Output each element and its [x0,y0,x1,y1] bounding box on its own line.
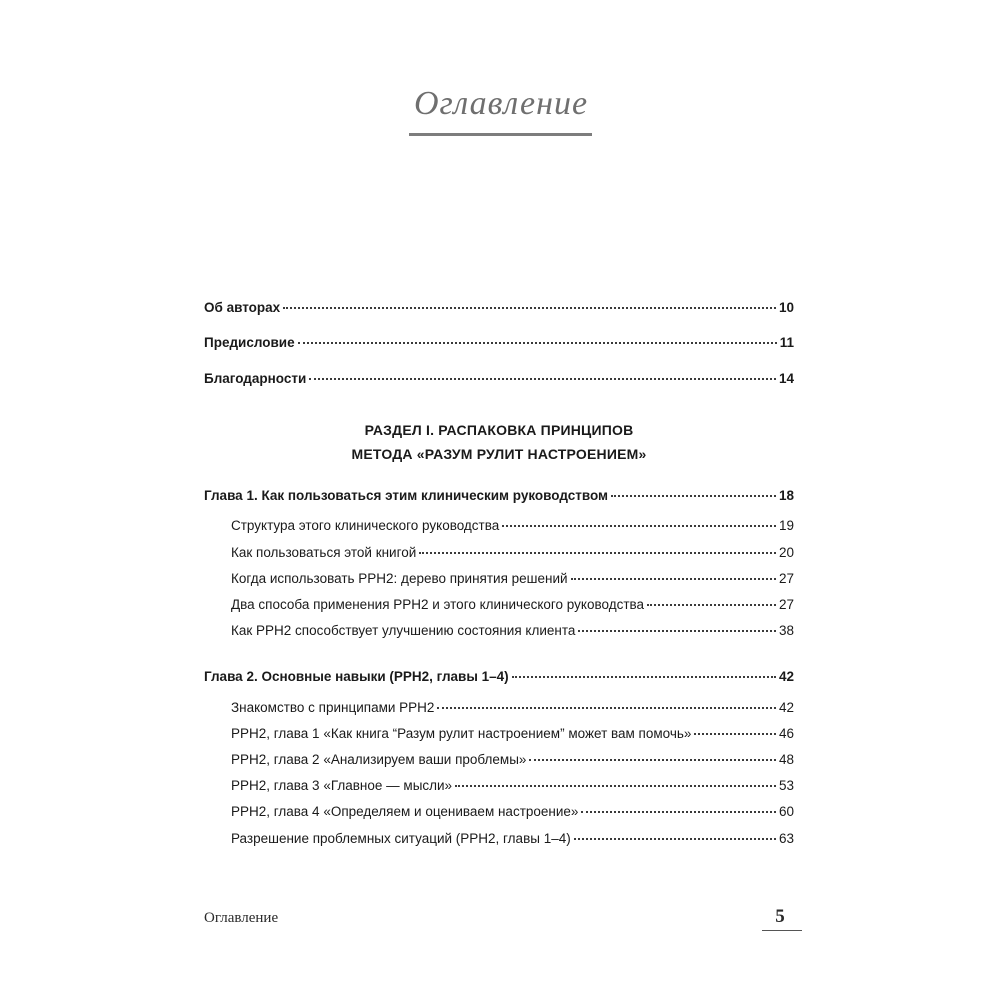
toc-entry-page: 60 [778,804,794,819]
toc-subentry[interactable] [231,698,794,718]
toc-entry-page: 27 [778,597,794,612]
toc-entry-page: 19 [778,518,794,533]
toc-entry-page: 11 [779,335,794,350]
toc-entry-label: Благодарности [204,371,307,386]
toc-subentry[interactable] [231,829,794,849]
toc-entry-page: 27 [778,571,794,586]
page-number: 5 [775,906,785,927]
dot-leader [309,378,776,380]
toc-subentry[interactable] [231,516,794,536]
toc-entry-page: 42 [778,700,794,715]
toc-entry-page: 18 [778,488,794,503]
dot-leader [455,785,776,787]
toc-entry-page: 20 [778,545,794,560]
toc-entry-label: Глава 2. Основные навыки (РРН2, главы 1–4) [204,669,509,684]
toc-entry-label: Об авторах [204,300,281,315]
dot-leader [611,495,776,497]
toc-entry-page: 63 [778,831,794,846]
dot-leader [512,676,776,678]
toc-entry-label: Как РРН2 способствует улучшению состояния клиента [231,623,576,638]
title-underline [409,133,592,136]
dot-leader [581,811,776,813]
toc-entry-about-authors[interactable] [204,298,794,318]
toc-entry-page: 38 [778,623,794,638]
dot-leader [502,525,776,527]
toc-subentry[interactable] [231,595,794,615]
toc-chapter-2[interactable] [204,667,794,687]
toc-entry-page: 48 [778,752,794,767]
toc-entry-label: Структура этого клинического руководства [231,518,500,533]
dot-leader [571,578,776,580]
toc-entry-label: РРН2, глава 2 «Анализируем ваши проблемы» [231,752,527,767]
toc-entry-label: Предисловие [204,335,295,350]
dot-leader [574,838,776,840]
toc-chapter-1[interactable] [204,486,794,506]
dot-leader [283,307,776,309]
toc-entry-label: Знакомство с принципами РРН2 [231,700,435,715]
running-footer-label: Оглавление [204,910,279,926]
dot-leader [694,733,776,735]
section-title-line-1: РАЗДЕЛ I. РАСПАКОВКА ПРИНЦИПОВ [364,422,634,438]
toc-entry-page: 46 [778,726,794,741]
dot-leader [437,707,776,709]
dot-leader [578,630,776,632]
toc-entry-page: 53 [778,778,794,793]
toc-entry-label: Разрешение проблемных ситуаций (РРН2, главы 1–4) [231,831,571,846]
toc-subentry[interactable] [231,543,794,563]
toc-subentry[interactable] [231,724,794,744]
section-title-line-2: МЕТОДА «РАЗУМ РУЛИТ НАСТРОЕНИЕМ» [351,446,647,462]
toc-entry-page: 42 [778,669,794,684]
dot-leader [529,759,776,761]
toc-entry-label: РРН2, глава 3 «Главное — мысли» [231,778,453,793]
page-title: Оглавление [413,85,589,122]
dot-leader [419,552,776,554]
toc-subentry[interactable] [231,750,794,770]
toc-entry-label: Два способа применения РРН2 и этого клинического руководства [231,597,645,612]
toc-entry-page: 14 [778,371,794,386]
toc-entry-label: РРН2, глава 4 «Определяем и оцениваем настроение» [231,804,579,819]
dot-leader [298,342,777,344]
toc-subentry[interactable] [231,569,794,589]
toc-entry-page: 10 [778,300,794,315]
toc-entry-label: РРН2, глава 1 «Как книга “Разум рулит настроением” может вам помочь» [231,726,692,741]
page-number-rule [762,930,802,931]
toc-entry-label: Когда использовать РРН2: дерево принятия решений [231,571,568,586]
toc-entry-preface[interactable] [204,333,794,353]
toc-entry-acknowledgments[interactable] [204,369,794,389]
toc-subentry[interactable] [231,776,794,796]
toc-entry-label: Как пользоваться этой книгой [231,545,417,560]
toc-entry-label: Глава 1. Как пользоваться этим клиническим руководством [204,488,609,503]
dot-leader [647,604,776,606]
toc-subentry[interactable] [231,802,794,822]
toc-subentry[interactable] [231,621,794,641]
